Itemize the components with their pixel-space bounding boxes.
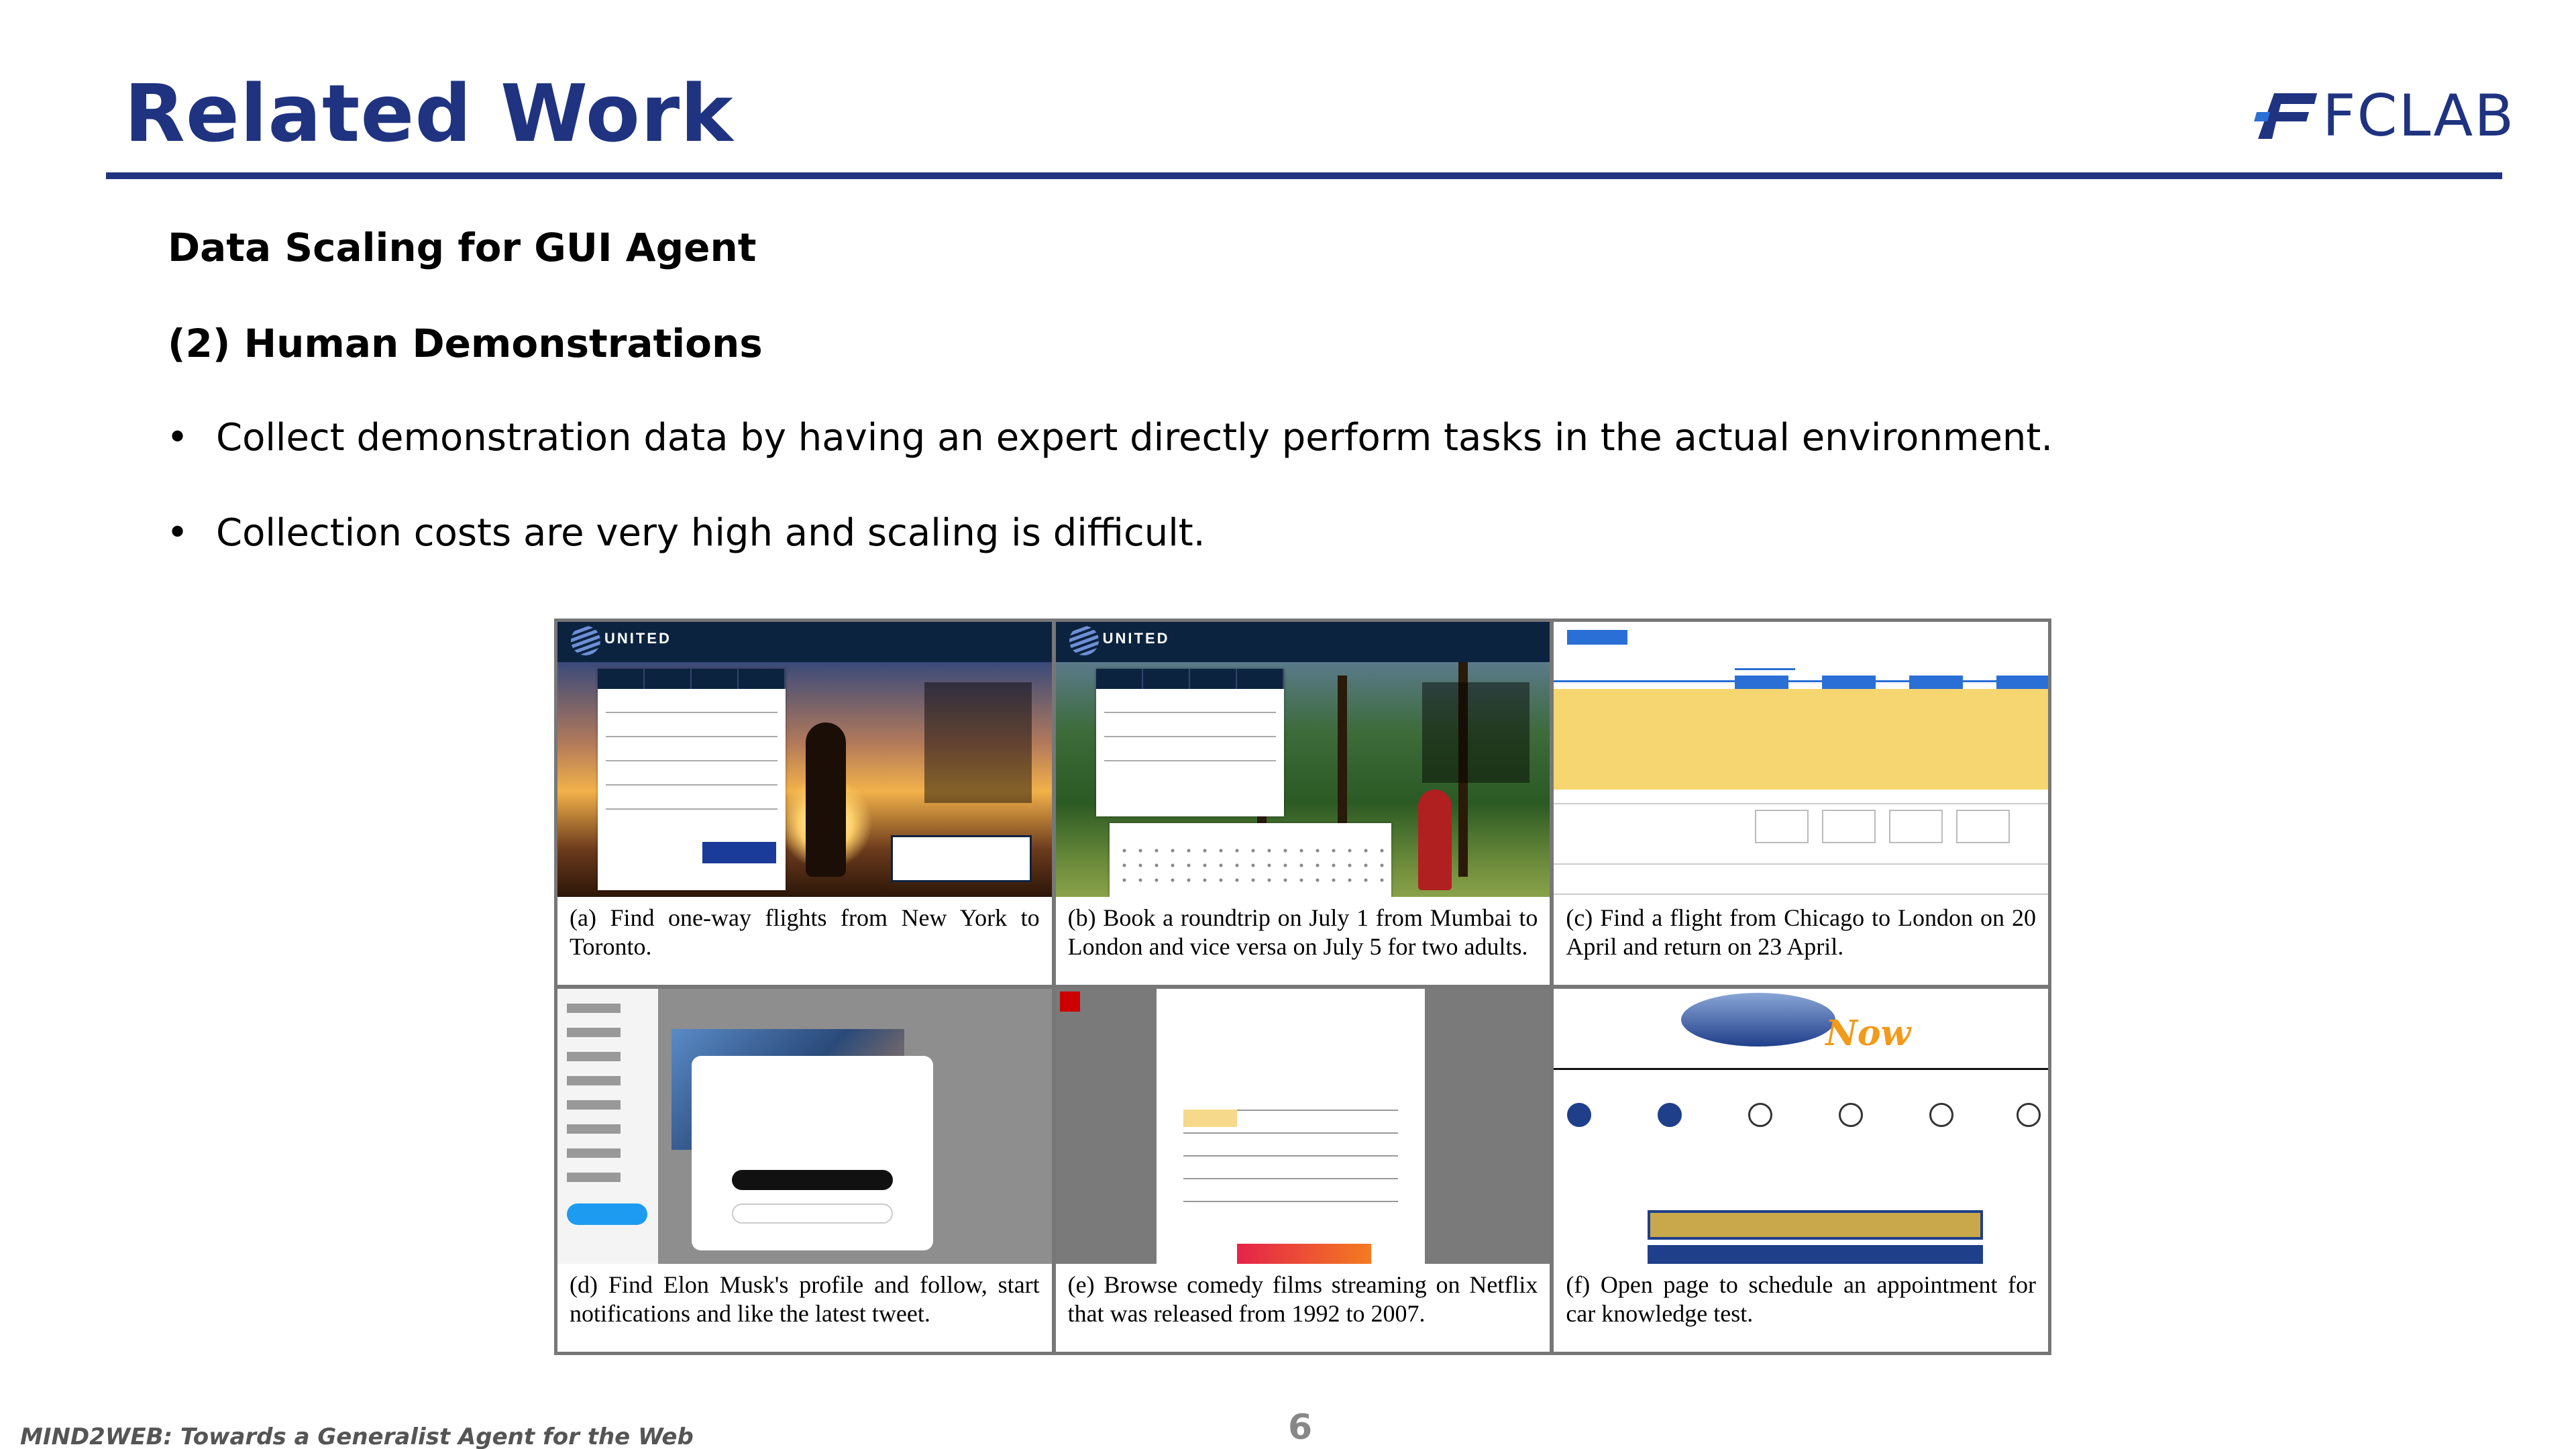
bullet-dot-icon: • — [166, 416, 189, 460]
slide-title: Related Work — [124, 67, 734, 160]
united-screenshot — [557, 622, 1052, 897]
panel-caption: (e) Browse comedy films streaming on Netflix that was released from 1992 to 2007. — [1067, 1271, 1538, 1328]
dmv-screenshot — [1554, 989, 2048, 1264]
figure-panel-b — [1056, 622, 1550, 985]
footer-reference: MIND2WEB: Towards a Generalist Agent for the Web — [20, 1424, 694, 1449]
examples-figure — [554, 619, 2051, 1355]
united-globe-icon — [571, 626, 600, 655]
fclab-logo-icon — [2254, 89, 2318, 143]
netflix-screenshot — [1056, 989, 1550, 1264]
bullet-text: Collect demonstration data by having an expert directly perform tasks in the actual environment. — [216, 416, 2053, 460]
section-heading: Data Scaling for GUI Agent — [168, 225, 757, 270]
panel-caption: (d) Find Elon Musk's profile and follow, start notifications and like the latest tweet. — [570, 1271, 1040, 1328]
bullet-item — [166, 511, 1205, 555]
dmv-now-text: Now — [1825, 1013, 1911, 1054]
logo-text: FCLAB — [2322, 83, 2516, 150]
fclab-logo — [2254, 83, 2516, 150]
panel-caption: (c) Find a flight from Chicago to London on 20 April and return on 23 April. — [1566, 904, 2036, 961]
dmv-logo — [1681, 993, 1911, 1054]
title-divider — [106, 172, 2502, 179]
figure-panel-f — [1554, 989, 2048, 1352]
flight-results-screenshot — [1554, 622, 2048, 897]
panel-caption: (f) Open page to schedule an appointment for car knowledge test. — [1566, 1271, 2036, 1328]
page-number: 6 — [1288, 1407, 1313, 1448]
panel-caption: (b) Book a roundtrip on July 1 from Mumbai to London and vice versa on July 5 for two adults. — [1067, 904, 1538, 961]
figure-panel-d — [557, 989, 1052, 1352]
panel-caption: (a) Find one-way flights from New York to Toronto. — [570, 904, 1040, 961]
bullet-item — [166, 416, 2053, 460]
figure-panel-e — [1056, 989, 1550, 1352]
united-globe-icon — [1069, 626, 1099, 655]
figure-panel-c — [1554, 622, 2048, 985]
united-screenshot — [1056, 622, 1550, 897]
twitter-screenshot — [557, 989, 1052, 1264]
figure-panel-a — [557, 622, 1052, 985]
united-logo: UNITED — [604, 630, 672, 647]
bullet-dot-icon: • — [166, 511, 189, 555]
united-logo: UNITED — [1102, 630, 1170, 647]
bullet-text: Collection costs are very high and scaling is difficult. — [216, 511, 1205, 555]
subheading: (2) Human Demonstrations — [168, 321, 763, 366]
